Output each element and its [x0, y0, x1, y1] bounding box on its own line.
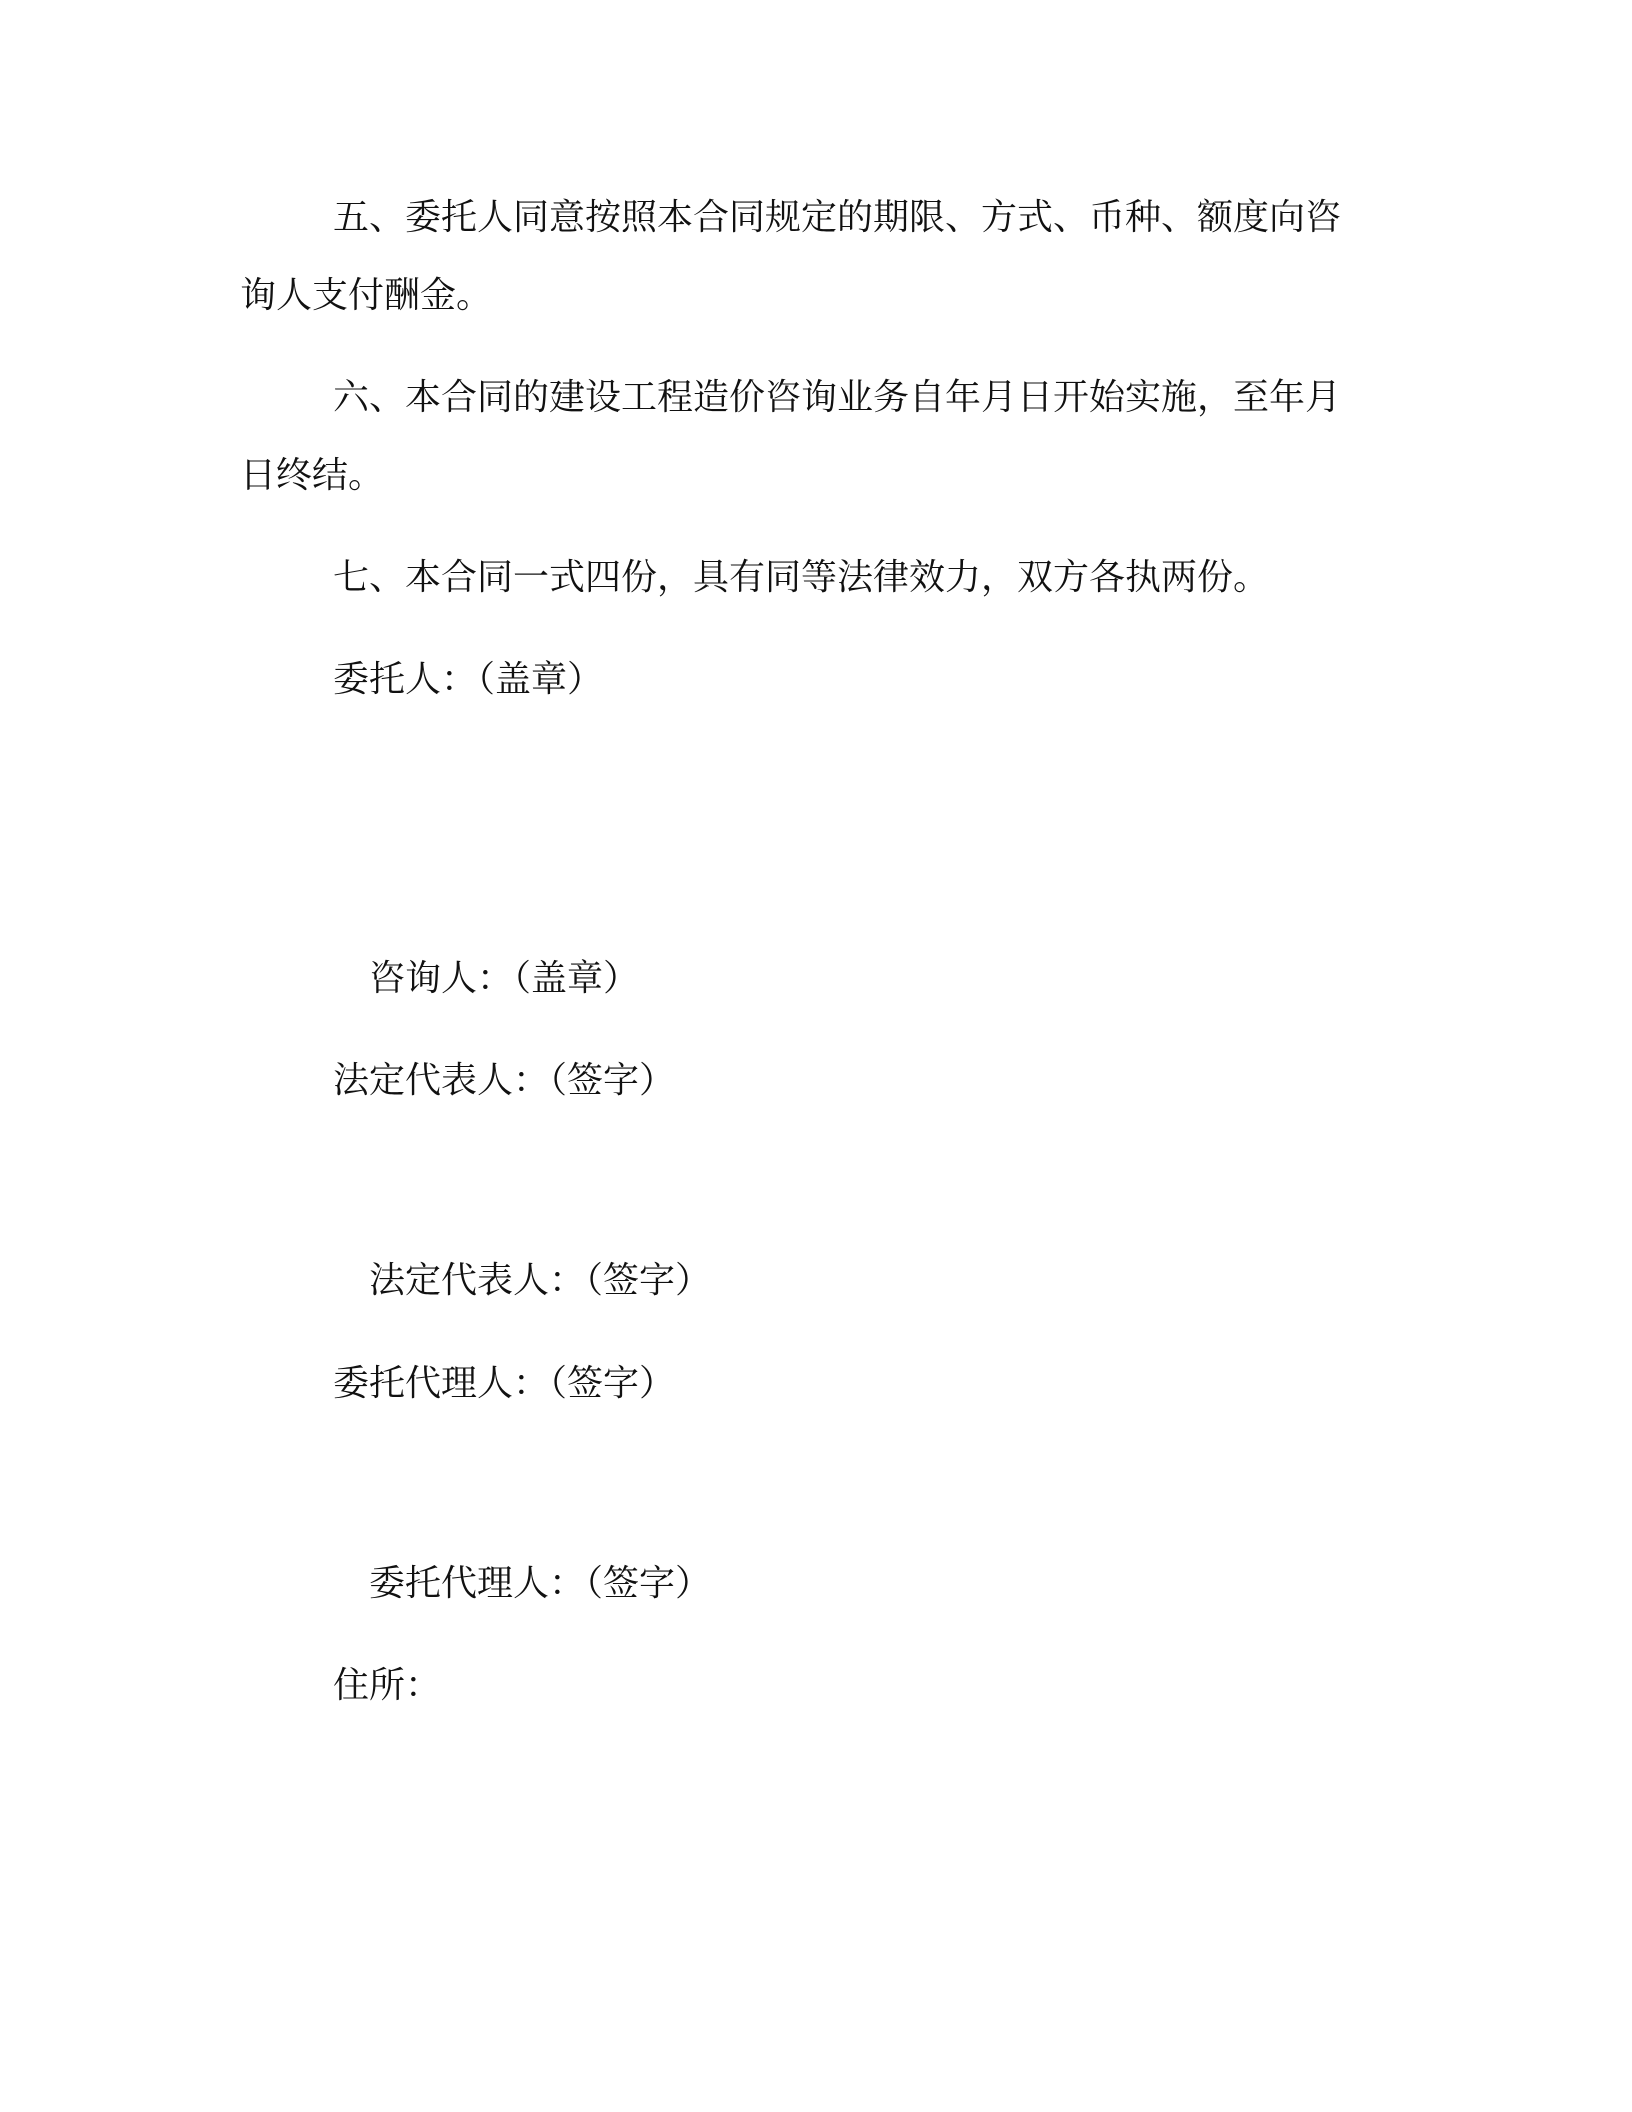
address-label: 住所： — [333, 1665, 442, 1706]
clause-5-line-1: 五、委托人同意按照本合同规定的期限、方式、币种、额度向咨 — [333, 197, 1342, 238]
clause-6-line-2: 日终结。 — [240, 455, 385, 496]
consultant-seal-label: 咨询人：（盖章） — [369, 958, 640, 999]
clause-5-line-2: 询人支付酬金。 — [240, 275, 493, 316]
clause-7-line-1: 七、本合同一式四份，具有同等法律效力，双方各执两份。 — [333, 557, 1270, 598]
consultant-agent-label: 委托代理人：（签字） — [369, 1563, 712, 1604]
client-agent-label: 委托代理人：（签字） — [333, 1363, 676, 1404]
consultant-legal-rep-label: 法定代表人：（签字） — [369, 1260, 712, 1301]
client-legal-rep-label: 法定代表人：（签字） — [333, 1060, 676, 1101]
clause-6-line-1: 六、本合同的建设工程造价咨询业务自年月日开始实施，至年月 — [333, 377, 1342, 418]
client-seal-label: 委托人：（盖章） — [333, 659, 604, 700]
